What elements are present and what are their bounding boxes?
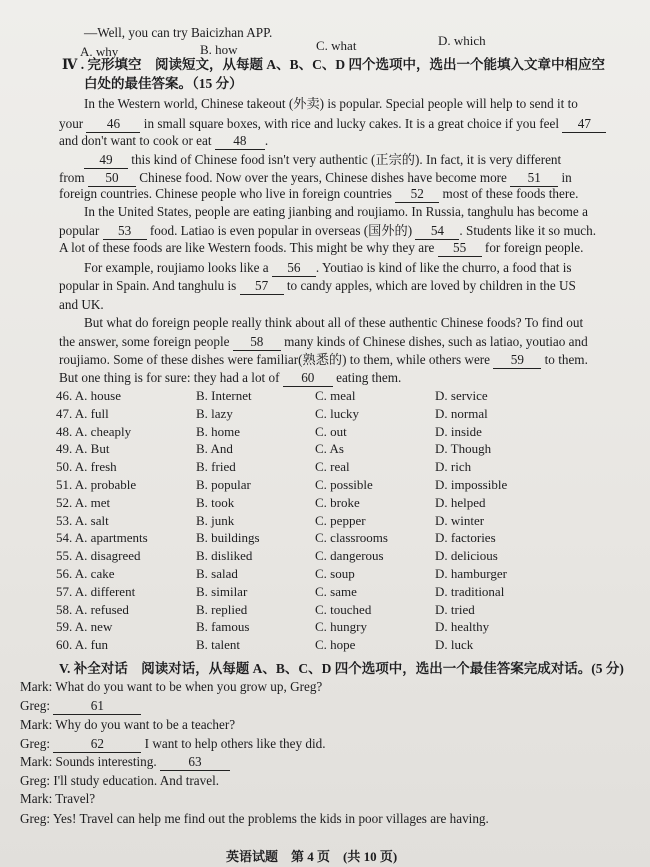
section4-heading-line2: 白处的最佳答案。（15 分） (84, 76, 243, 91)
dialog-line: Greg: Yes! Travel can help me find out the problems the kids in poor villages are having. (20, 811, 489, 826)
dialog-line: Mark: Sounds interesting. 63 (20, 754, 230, 771)
passage-line: and UK. (59, 297, 104, 312)
passage-line: foreign countries. Chinese people who live in foreign countries 52 most of these foods there. (59, 186, 579, 201)
option-49-d: D. Though (435, 441, 492, 457)
section5-heading: V. 补全对话 阅读对话，从每题 A、B、C、D 四个选项中，选出一个最佳答案完成对话。(5 分) (59, 661, 624, 676)
option-52-c: C. broke (315, 494, 360, 510)
passage-line: But what do foreign people really think about all of these authentic Chinese foods? To find out (84, 315, 584, 330)
option-46-a: 46. A. house (56, 388, 121, 403)
option-50-d: D. rich (435, 459, 472, 475)
passage-line: But one thing is for sure: they had a lot of 60 eating them. (59, 370, 402, 385)
option-49-b: B. And (196, 441, 233, 457)
option-46-d: D. service (435, 388, 488, 403)
option-59-b: B. famous (196, 619, 250, 635)
passage-line: For example, roujiamo looks like a 56 . Youtiao is kind of like the churro, a food that is (84, 260, 572, 275)
option-57-a: 57. A. different (56, 583, 136, 599)
option-54-c: C. classrooms (315, 530, 388, 546)
option-48-a: 48. A. cheaply (56, 423, 132, 439)
blank-59: 59 (493, 352, 541, 369)
option-46-c: C. meal (315, 388, 356, 403)
passage-line: the answer, some foreign people 58 many kinds of Chinese dishes, such as latiao, youtiao and (59, 334, 588, 349)
blank-55: 55 (438, 240, 482, 257)
option-49-c: C. As (315, 441, 344, 457)
dialog-line: Greg: I'll study education. And travel. (20, 773, 220, 788)
option-55-c: C. dangerous (315, 548, 384, 564)
blank-46: 46 (86, 116, 140, 133)
blank-63: 63 (160, 754, 230, 771)
blank-62: 62 (53, 736, 141, 753)
option-56-c: C. soup (315, 566, 355, 581)
option-58-c: C. touched (315, 601, 372, 617)
blank-60: 60 (283, 370, 333, 387)
option-53-c: C. pepper (315, 512, 366, 528)
blank-51: 51 (510, 170, 558, 187)
passage-line: In the Western world, Chinese takeout (外卖) is popular. Special people will help to send it to (84, 96, 578, 111)
option-50-b: B. fried (196, 459, 236, 475)
passage-line: and don't want to cook or eat 48 . (59, 133, 269, 148)
prev-option-b: B. how (200, 42, 238, 57)
page-footer: 英语试题 第 4 页 (共 10 页) (226, 849, 398, 864)
option-52-b: B. took (196, 494, 235, 510)
passage-line: A lot of these foods are like Western foods. This might be why they are 55 for foreign people. (59, 240, 584, 255)
blank-48: 48 (215, 133, 265, 150)
option-48-b: B. home (196, 423, 241, 439)
option-59-c: C. hungry (315, 619, 367, 635)
option-58-a: 58. A. refused (56, 601, 129, 617)
option-47-c: C. lucky (315, 405, 360, 421)
option-60-d: D. luck (435, 637, 474, 653)
option-51-b: B. popular (196, 477, 251, 492)
option-48-d: D. inside (435, 423, 482, 439)
blank-52: 52 (395, 186, 439, 203)
option-59-a: 59. A. new (56, 619, 113, 635)
prev-option-a: A. why (80, 44, 119, 59)
option-54-a: 54. A. apartments (56, 530, 148, 546)
option-53-b: B. junk (196, 512, 235, 528)
dialog-line: Mark: Why do you want to be a teacher? (20, 717, 236, 732)
blank-54: 54 (415, 223, 459, 240)
option-54-d: D. factories (435, 530, 496, 546)
option-55-b: B. disliked (196, 548, 253, 564)
blank-50: 50 (88, 170, 136, 187)
blank-57: 57 (240, 278, 284, 295)
option-54-b: B. buildings (196, 530, 260, 546)
option-58-d: D. tried (435, 601, 475, 617)
option-60-a: 60. A. fun (56, 637, 108, 653)
passage-line: popular 53 food. Latiao is even popular in overseas (国外的) 54 . Students like it so much. (59, 223, 597, 238)
dialog-line: Greg: 62 I want to help others like they did. (20, 736, 326, 751)
option-56-d: D. hamburger (435, 566, 507, 581)
option-55-a: 55. A. disagreed (56, 548, 141, 564)
option-52-d: D. helped (435, 494, 486, 510)
option-55-d: D. delicious (435, 548, 498, 564)
dialog-line: Greg: 61 (20, 698, 141, 715)
blank-61: 61 (53, 698, 141, 715)
blank-47: 47 (562, 116, 606, 133)
option-60-c: C. hope (315, 637, 356, 653)
option-51-c: C. possible (315, 477, 373, 492)
option-53-d: D. winter (435, 512, 485, 528)
option-47-d: D. normal (435, 405, 488, 421)
option-58-b: B. replied (196, 601, 248, 617)
passage-line: In the United States, people are eating jianbing and roujiamo. In Russia, tanghulu has become a (84, 204, 588, 219)
dialog-line: Mark: What do you want to be when you grow up, Greg? (20, 679, 323, 694)
option-60-b: B. talent (196, 637, 241, 653)
option-56-a: 56. A. cake (56, 566, 115, 581)
option-57-d: D. traditional (435, 583, 505, 599)
option-57-c: C. same (315, 583, 357, 599)
option-57-b: B. similar (196, 583, 248, 599)
option-56-b: B. salad (196, 566, 238, 581)
option-48-c: C. out (315, 423, 347, 439)
blank-58: 58 (233, 334, 281, 351)
option-47-a: 47. A. full (56, 405, 109, 421)
passage-line: from 50 Chinese food. Now over the years, Chinese dishes have become more 51 in (59, 170, 572, 185)
option-59-d: D. healthy (435, 619, 490, 635)
blank-56: 56 (272, 260, 316, 277)
option-52-a: 52. A. met (56, 494, 111, 510)
dialog-line: Mark: Travel? (20, 791, 96, 806)
blank-53: 53 (103, 223, 147, 240)
option-46-b: B. Internet (196, 388, 252, 403)
blank-49: 49 (84, 152, 128, 169)
section4-heading-line1: Ⅳ . 完形填空 阅读短文，从每题 A、B、C、D 四个选项中，选出一个能填入文章中相应空 (62, 57, 605, 72)
option-51-d: D. impossible (435, 477, 508, 492)
passage-line: your 46 in small square boxes, with rice and lucky cakes. It is a great choice if you feel 47 (59, 116, 606, 133)
option-53-a: 53. A. salt (56, 512, 109, 528)
passage-line: roujiamo. Some of these dishes were familiar(熟悉的) to them, while others were 59 to them. (59, 352, 588, 367)
prev-dialog-line: —Well, you can try Baicizhan APP. (84, 25, 273, 40)
option-51-a: 51. A. probable (56, 477, 137, 492)
passage-line: popular in Spain. And tanghulu is 57 to candy apples, which are loved by children in the US (59, 278, 576, 293)
passage-line: 49 this kind of Chinese food isn't very authentic (正宗的). In fact, it is very different (84, 152, 561, 169)
option-49-a: 49. A. But (56, 441, 110, 457)
option-50-c: C. real (315, 459, 350, 475)
prev-option-c: C. what (316, 38, 357, 53)
prev-option-d: D. which (438, 33, 486, 48)
option-47-b: B. lazy (196, 405, 233, 421)
option-50-a: 50. A. fresh (56, 459, 117, 475)
